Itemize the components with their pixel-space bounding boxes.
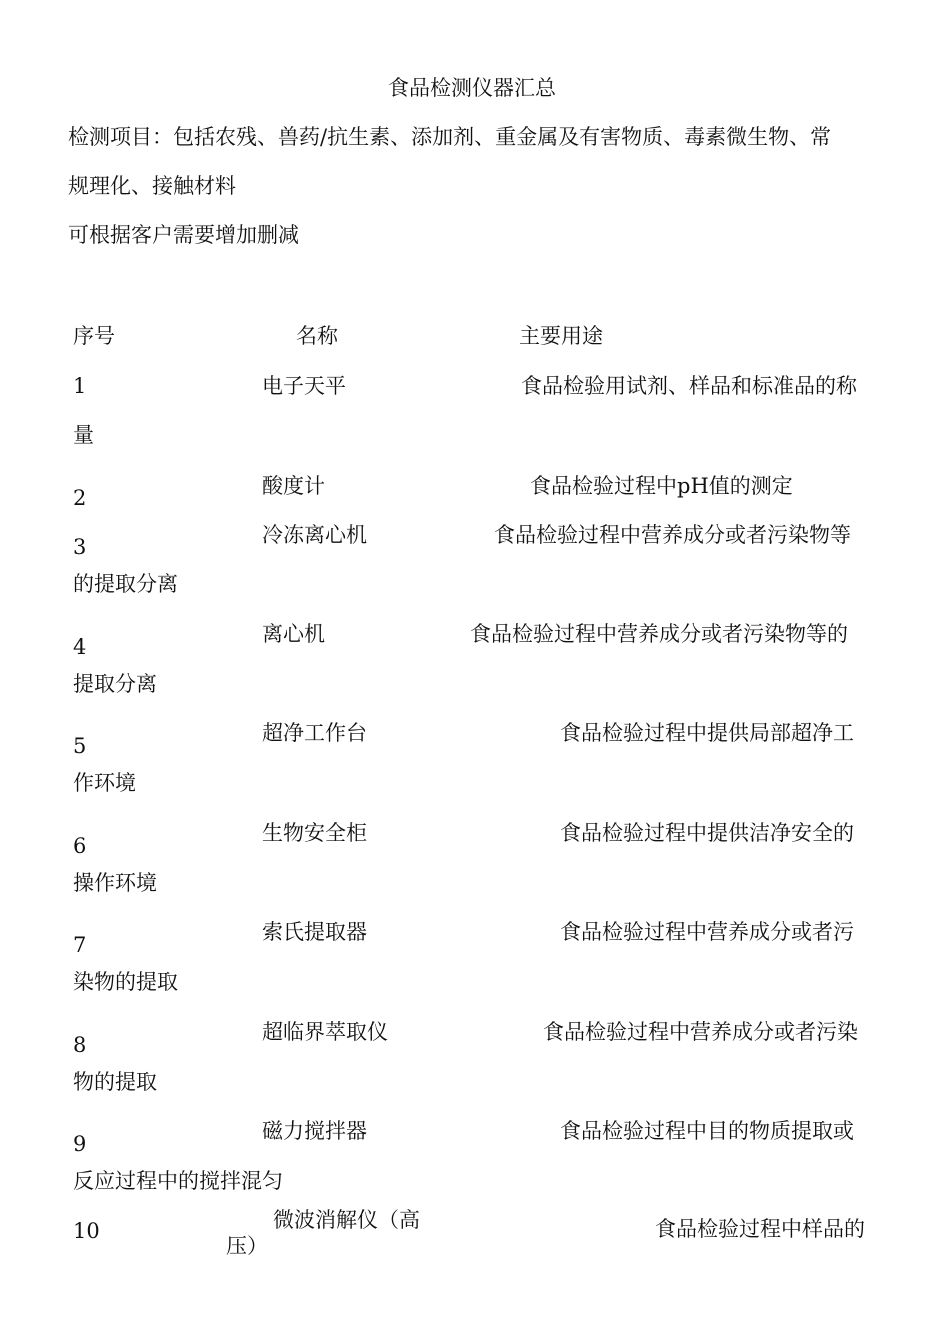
row-7-use: 食品检验过程中营养成分或者污 bbox=[560, 920, 854, 944]
row-9-no: 9 bbox=[73, 1132, 87, 1156]
header-use: 主要用途 bbox=[519, 324, 603, 348]
row-10-name-cont: 压） bbox=[226, 1234, 268, 1258]
row-9-use: 食品检验过程中目的物质提取或 bbox=[560, 1119, 854, 1143]
row-1-use-cont: 量 bbox=[73, 423, 94, 447]
header-name: 名称 bbox=[296, 324, 338, 348]
row-1-use: 食品检验用试剂、样品和标准品的称 bbox=[521, 374, 857, 398]
row-3-use-cont: 的提取分离 bbox=[73, 572, 178, 596]
row-6-use-cont: 操作环境 bbox=[73, 871, 157, 895]
row-10-no: 10 bbox=[73, 1219, 100, 1243]
intro-line-2: 规理化、接触材料 bbox=[68, 174, 236, 198]
row-8-use-cont: 物的提取 bbox=[73, 1070, 157, 1094]
row-3-no: 3 bbox=[73, 535, 87, 559]
row-5-use-cont: 作环境 bbox=[73, 771, 136, 795]
row-9-name: 磁力搅拌器 bbox=[262, 1119, 367, 1143]
row-1-no: 1 bbox=[73, 374, 87, 398]
row-2-name: 酸度计 bbox=[262, 474, 325, 498]
row-5-use: 食品检验过程中提供局部超净工 bbox=[560, 721, 854, 745]
row-8-no: 8 bbox=[73, 1033, 87, 1057]
page-title: 食品检测仪器汇总 bbox=[388, 76, 556, 100]
row-4-use: 食品检验过程中营养成分或者污染物等的 bbox=[470, 622, 848, 646]
row-7-no: 7 bbox=[73, 933, 87, 957]
row-2-use: 食品检验过程中pH值的测定 bbox=[530, 474, 793, 498]
row-9-use-cont: 反应过程中的搅拌混匀 bbox=[73, 1169, 283, 1193]
row-2-no: 2 bbox=[73, 486, 87, 510]
row-4-use-cont: 提取分离 bbox=[73, 672, 157, 696]
row-10-name: 微波消解仪（高 bbox=[273, 1208, 420, 1232]
row-3-use: 食品检验过程中营养成分或者污染物等 bbox=[494, 523, 851, 547]
row-10-name-cont-clipped bbox=[226, 1234, 286, 1258]
row-7-name: 索氏提取器 bbox=[262, 920, 367, 944]
row-4-no: 4 bbox=[73, 635, 87, 659]
row-4-name: 离心机 bbox=[262, 622, 325, 646]
row-8-name: 超临界萃取仪 bbox=[262, 1020, 388, 1044]
row-6-use: 食品检验过程中提供洁净安全的 bbox=[560, 821, 854, 845]
row-7-use-cont: 染物的提取 bbox=[73, 970, 178, 994]
intro-line-3: 可根据客户需要增加删减 bbox=[68, 223, 299, 247]
row-5-name: 超净工作台 bbox=[262, 721, 367, 745]
header-no: 序号 bbox=[73, 324, 115, 348]
row-3-name: 冷冻离心机 bbox=[262, 523, 367, 547]
row-8-use: 食品检验过程中营养成分或者污染 bbox=[543, 1020, 858, 1044]
intro-line-1: 检测项目：包括农残、兽药/抗生素、添加剂、重金属及有害物质、毒素微生物、常 bbox=[68, 125, 832, 149]
row-6-name: 生物安全柜 bbox=[262, 821, 367, 845]
row-1-name: 电子天平 bbox=[262, 374, 346, 398]
row-10-use: 食品检验过程中样品的 bbox=[655, 1217, 865, 1241]
row-5-no: 5 bbox=[73, 734, 87, 758]
row-6-no: 6 bbox=[73, 834, 87, 858]
